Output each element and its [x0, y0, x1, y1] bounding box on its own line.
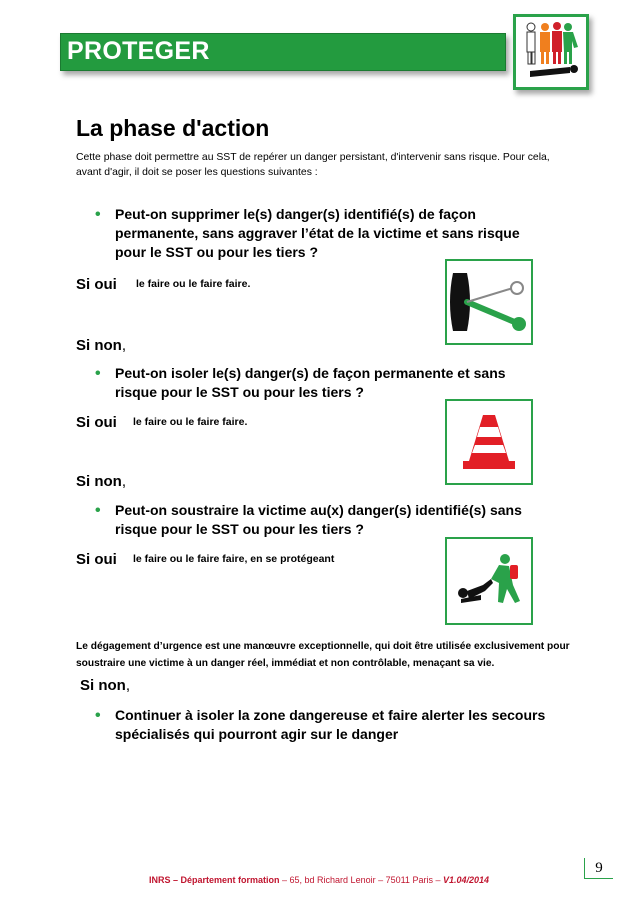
warning-note: Le dégagement d’urgence est une manœuvre exceptionnelle, qui doit être utilisée exclusivement pour soustraire une victime à un danger réel, immédiat et non contrôlable, menaçant sa vie.	[76, 641, 570, 669]
bullet-dot: •	[95, 365, 101, 382]
footer-org: INRS – Département formation	[148, 875, 280, 885]
question-1	[95, 205, 575, 262]
page-number: 9	[584, 858, 613, 879]
comma: ,	[125, 677, 130, 694]
question-3-line: risque pour le SST ou pour les tiers ?	[115, 521, 364, 537]
footer	[0, 875, 638, 885]
question-2	[95, 364, 575, 402]
footer-address: – 65, bd Richard Lenoir – 75011 Paris –	[279, 875, 443, 885]
banner-title: PROTEGER	[67, 37, 210, 65]
bullet-dot: •	[95, 707, 101, 724]
question-4-line: Continuer à isoler la zone dangereuse et faire alerter les secours	[115, 707, 546, 723]
footer-version: V1.04/2014	[442, 875, 489, 885]
rescuers-logo-icon	[513, 14, 589, 90]
question-3-line: Peut-on soustraire la victime au(x) danger(s) identifié(s) sans	[115, 502, 522, 518]
comma: ,	[121, 337, 126, 354]
si-non-label: Si non,	[76, 337, 126, 354]
bullet-dot: •	[95, 206, 101, 223]
si-non-label: Si non,	[76, 473, 126, 490]
si-non-label: Si non,	[80, 677, 130, 694]
header-banner	[60, 33, 506, 71]
section-title: La phase d'action	[76, 115, 270, 141]
victim-drag-icon	[445, 537, 533, 625]
question-1-line: Peut-on supprimer le(s) danger(s) identifié(s) de façon	[115, 206, 476, 222]
question-3	[95, 501, 580, 539]
question-1-line: permanente, sans aggraver l’état de la victime et sans risque	[115, 225, 520, 241]
question-2-line: Peut-on isoler le(s) danger(s) de façon permanente et sans	[115, 365, 506, 381]
disconnect-switch-icon	[445, 259, 533, 345]
si-oui-label: Si oui	[76, 414, 117, 431]
question-4	[95, 706, 585, 744]
answer-text: le faire ou le faire faire, en se protégeant	[133, 553, 335, 565]
bullet-dot: •	[95, 502, 101, 519]
question-4-line: spécialisés qui pourront agir sur le danger	[115, 726, 399, 742]
comma: ,	[121, 473, 126, 490]
answer-text: le faire ou le faire faire.	[136, 278, 251, 290]
question-2-line: risque pour le SST ou pour les tiers ?	[115, 384, 364, 400]
si-oui-label: Si oui	[76, 276, 117, 293]
traffic-cone-icon	[445, 399, 533, 485]
question-1-line: pour le SST ou pour les tiers ?	[115, 244, 319, 260]
intro-text: Cette phase doit permettre au SST de repérer un danger persistant, d'intervenir sans risque. Pour cela, avant d'agir, il doit se poser les questions suivantes :	[76, 152, 550, 178]
si-oui-label: Si oui	[76, 551, 117, 568]
answer-text: le faire ou le faire faire.	[133, 416, 248, 428]
